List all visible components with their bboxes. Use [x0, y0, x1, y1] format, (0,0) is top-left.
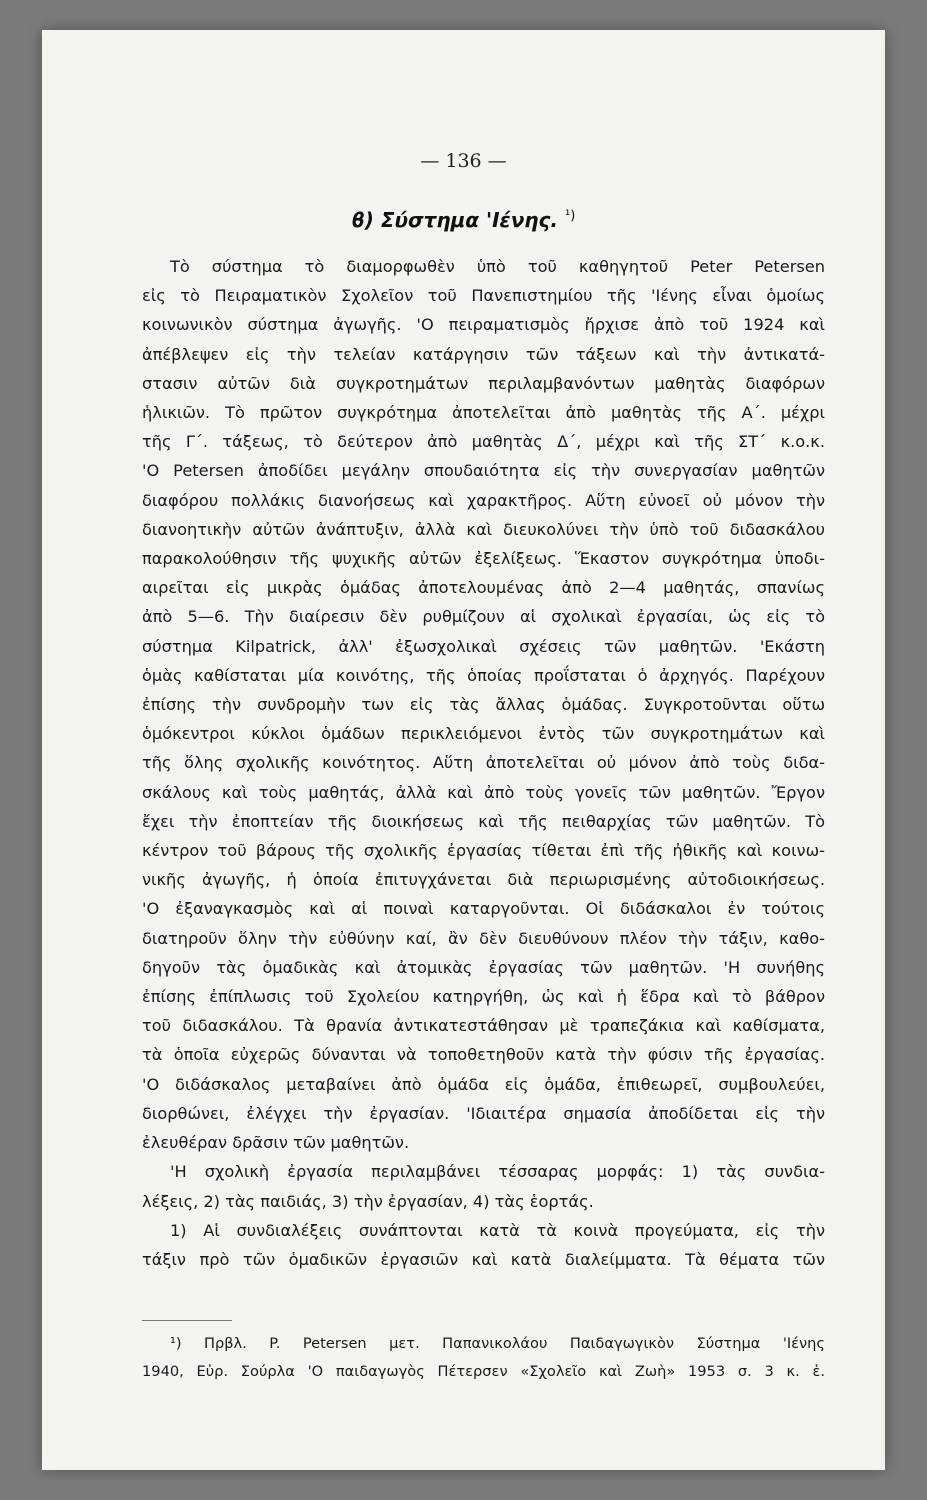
text-line: κέντρον τοῦ βάρους τῆς σχολικῆς ἐργασίας τίθεται ἐπὶ τῆς ἠθικῆς καὶ κοινω- — [142, 841, 825, 861]
text-line: εἰς τὸ Πειραματικὸν Σχολεῖον τοῦ Πανεπιστημίου τῆς 'Ιένης εἶναι ὁμοίως — [142, 286, 825, 306]
text-line: σκάλους καὶ τοὺς μαθητάς, ἀλλὰ καὶ ἀπὸ τοὺς γονεῖς τῶν μαθητῶν. Ἔργον — [142, 782, 825, 802]
text-line: στασιν αὐτῶν διὰ συγκροτημάτων περιλαμβανόντων μαθητὰς διαφόρων — [142, 373, 825, 393]
text-line: διαφόρου πολλάκις διανοήσεως καὶ χαρακτῆρος. Αὕτη εὐνοεῖ οὐ μόνον τὴν — [142, 490, 825, 510]
text-line: ἔχει τὴν ἐποπτείαν τῆς διοικήσεως καὶ τῆς πειθαρχίας τῶν μαθητῶν. Τὸ — [142, 811, 825, 831]
footnote-mark: ¹) — [564, 208, 576, 224]
text-line: ὁμόκεντροι κύκλοι ὁμάδων περικλειόμενοι ἐντὸς τῶν συγκροτημάτων καὶ — [142, 724, 825, 744]
text-line: τῆς ὅλης σχολικῆς κοινότητος. Αὕτη ἀποτελεῖται οὐ μόνον ἀπὸ τοὺς διδα- — [142, 753, 825, 773]
text-line: παρακολούθησιν τῆς ψυχικῆς αὐτῶν ἐξελίξεως. Ἕκαστον συγκρότημα ὑποδι- — [142, 549, 825, 569]
text-line: κοινωνικὸν σύστημα ἀγωγῆς. 'Ο πειραματισμὸς ἤρχισε ἀπὸ τοῦ 1924 καὶ — [142, 315, 825, 335]
text-line: ἐλευθέραν δρᾶσιν τῶν μαθητῶν. — [142, 1133, 410, 1153]
text-line: λέξεις, 2) τὰς παιδιάς, 3) τὴν ἐργασίαν, 4) τὰς ἑορτάς. — [142, 1191, 594, 1211]
text-line: ἀπέβλεψεν εἰς τὴν τελείαν κατάργησιν τῶν τάξεων καὶ τὴν ἀντικατά- — [142, 344, 825, 364]
footnotes — [142, 1330, 825, 1386]
text-line: 1) Αἱ συνδιαλέξεις συνάπτονται κατὰ τὰ κοινὰ προγεύματα, εἰς τὴν — [170, 1220, 825, 1240]
text-line: 'Ο Petersen ἀποδίδει μεγάλην σπουδαιότητα εἰς τὴν συνεργασίαν μαθητῶν — [142, 461, 825, 481]
text-line: διατηροῦν ὅλην τὴν εὐθύνην καί, ἂν δὲν διευθύνουν πλέον τὴν τάξιν, καθο- — [142, 928, 825, 948]
text-line: ἐπίσης ἐπίπλωσις τοῦ Σχολείου κατηργήθη, ὡς καὶ ἡ ἕδρα καὶ τὸ βάθρον — [142, 987, 825, 1007]
section-heading — [42, 208, 885, 232]
text-line: τάξιν πρὸ τῶν ὁμαδικῶν ἐργασιῶν καὶ κατὰ διαλείμματα. Τὰ θέματα τῶν — [142, 1249, 825, 1269]
text-line: νικῆς ἀγωγῆς, ἡ ὁποία ἐπιτυγχάνεται διὰ περιωρισμένης αὐτοδιοικήσεως. — [142, 870, 825, 890]
text-line: δηγοῦν τὰς ὁμαδικὰς καὶ ἀτομικὰς ἐργασίας τῶν μαθητῶν. 'Η συνήθης — [142, 957, 825, 977]
text-line: διορθώνει, ἐλέγχει τὴν ἐργασίαν. 'Ιδιαιτέρα σημασία ἀποδίδεται εἰς τὴν — [142, 1103, 825, 1123]
text-line: 'Ο ἐξαναγκασμὸς καὶ αἱ ποιναὶ καταργοῦνται. Οἱ διδάσκαλοι ἐν τούτοις — [142, 899, 825, 919]
text-line: Τὸ σύστημα τὸ διαμορφωθὲν ὑπὸ τοῦ καθηγητοῦ Peter Petersen — [170, 257, 825, 276]
text-line: ὁμὰς καθίσταται μία κοινότης, τῆς ὁποίας προΐσταται ὁ ἀρχηγός. Παρέχουν — [142, 665, 825, 685]
text-line: 'Η σχολικὴ ἐργασία περιλαμβάνει τέσσαρας μορφάς: 1) τὰς συνδια- — [170, 1162, 825, 1182]
text-line: αιρεῖται εἰς μικρὰς ὁμάδας ἀποτελουμένας ἀπὸ 2—4 μαθητάς, σπανίως — [142, 578, 825, 598]
footnote-line: 1940, Εὐρ. Σούρλα 'Ο παιδαγωγὸς Πέτερσεν «Σχολεῖο καὶ Ζωὴ» 1953 σ. 3 κ. ἑ. — [142, 1363, 825, 1380]
text-line: σύστημα Kilpatrick, ἀλλ' ἐξωσχολικαὶ σχέσεις τῶν μαθητῶν. 'Εκάστη — [142, 636, 825, 656]
text-line: ἐπίσης τὴν συνδρομὴν των εἰς τὰς ἄλλας ὁμάδας. Συγκροτοῦνται οὕτω — [142, 695, 825, 715]
text-line: τῆς Γ΄. τάξεως, τὸ δεύτερον ἀπὸ μαθητὰς Δ΄, μέχρι καὶ τῆς ΣΤ΄ κ.ο.κ. — [142, 432, 825, 452]
text-line: 'Ο διδάσκαλος μεταβαίνει ἀπὸ ὁμάδα εἰς ὁμάδα, ἐπιθεωρεῖ, συμβουλεύει, — [142, 1074, 825, 1094]
book-page — [42, 30, 885, 1470]
text-line: ἀπὸ 5—6. Τὴν διαίρεσιν δὲν ρυθμίζουν αἱ σχολικαὶ ἐργασίαι, ὡς εἰς τὸ — [142, 607, 825, 627]
text-line: ἡλικιῶν. Τὸ πρῶτον συγκρότημα ἀποτελεῖται ἀπὸ μαθητὰς τῆς Α΄. μέχρι — [142, 403, 825, 423]
text-line: τοῦ διδασκάλου. Τὰ θρανία ἀντικατεστάθησαν μὲ τραπεζάκια καὶ καθίσματα, — [142, 1016, 825, 1036]
body-text — [142, 252, 825, 1274]
text-line: τὰ ὁποῖα εὐχερῶς δύνανται νὰ τοποθετηθοῦν κατὰ τὴν φύσιν τῆς ἐργασίας. — [142, 1045, 825, 1065]
text-line: διανοητικὴν αὐτῶν ἀνάπτυξιν, ἀλλὰ καὶ διευκολύνει τὴν ὑπὸ τοῦ διδασκάλου — [142, 519, 825, 539]
section-heading-text: ϐ) Σύστημα 'Ιένης. — [351, 208, 559, 232]
footnote-line: ¹) Πρβλ. P. Petersen μετ. Παπανικολάου Παιδαγωγικὸν Σύστημα 'Ιένης — [170, 1335, 825, 1352]
footnote-divider — [142, 1320, 232, 1321]
page-number: — 136 — — [420, 150, 507, 172]
